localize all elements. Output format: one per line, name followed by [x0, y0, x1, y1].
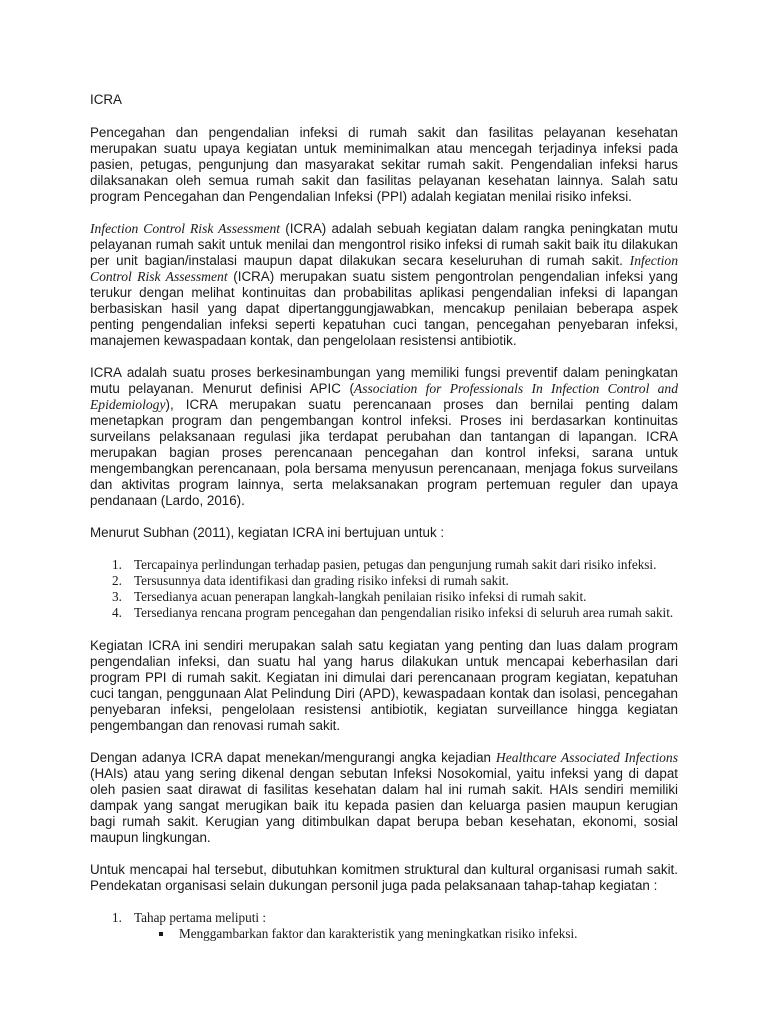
paragraph-text: ICRA adalah suatu proses berkesinambungan yang memiliki fungsi preventif dalam peningkatan mutu pelayanan. Menurut definisi APIC (	[90, 365, 678, 396]
paragraph-text: (ICRA) adalah sebuah kegiatan dalam rangka peningkatan mutu pelayanan rumah sakit untuk menilai dan mengontrol risiko infeksi di rumah sakit baik itu dilakukan per unit bagian/instalasi maupun dapat dilakukan secara keseluruhan di rumah sakit.	[90, 221, 678, 268]
term-apic: Association for Professionals In Infection Control and Epidemiology	[90, 381, 679, 412]
list-number: 1.	[112, 557, 122, 572]
term-hais: Healthcare Associated Infections	[495, 750, 678, 765]
list-item-text: Tersedianya rencana program pencegahan dan pengendalian risiko infeksi di seluruh area rumah sakit.	[134, 605, 674, 620]
program-paragraph: Kegiatan ICRA ini sendiri merupakan salah satu kegiatan yang penting dan luas dalam program pengendalian infeksi, dan suatu hal yang harus dilakukan untuk mencapai keberhasilan dari program PPI di rumah sakit. Kegiatan ini dimulai dari perencanaan program kegiatan, kepatuhan cuci tangan, penggunaan Alat Pelindung Diri (APD), kewaspadaan kontak dan isolasi, pencegahan penyebaran infeksi, pengelolaan resistensi antibiotik, kegiatan surveillance hingga kegiatan pengembangan dan renovasi rumah sakit.	[90, 638, 678, 733]
intro-paragraph: Pencegahan dan pengendalian infeksi di rumah sakit dan fasilitas pelayanan kesehatan merupakan suatu upaya kegiatan untuk meminimalkan atau mencegah terjadinya infeksi pada pasien, petugas, pengunjung dan masyarakat sekitar rumah sakit. Pengendalian infeksi harus dilaksanakan oleh semua rumah sakit dan fasilitas pelayanan kesehatan lainnya. Salah satu program Pencegahan dan Pengendalian Infeksi (PPI) adalah kegiatan menilai risiko infeksi.	[90, 125, 678, 204]
square-bullet-icon	[159, 932, 163, 936]
steps-list	[90, 910, 678, 942]
sub-list	[134, 926, 678, 942]
list-item-text: Tersedianya acuan penerapan langkah-langkah penilaian risiko infeksi di rumah sakit.	[134, 589, 587, 604]
goals-intro-paragraph: Menurut Subhan (2011), kegiatan ICRA ini bertujuan untuk :	[90, 525, 445, 540]
paragraph-text: ), ICRA merupakan suatu perencanaan proses dan bernilai penting dalam menetapkan program dan pengembangan kontrol infeksi. Proses ini berdasarkan kontinuitas surveilans pelaksanaan regulasi jika terdapat perubahan dan tantangan di lapangan. ICRA merupakan bagian proses perencanaan pencegahan dan kontrol infeksi, sarana untuk mengembangkan perencanaan, pola bersama menyusun perencanaan, menjaga fokus surveilans dan aktivitas program lainnya, serta melaksanakan program pertemuan reguler dan upaya pendanaan (Lardo, 2016).	[90, 397, 678, 508]
list-number: 4.	[112, 605, 122, 620]
approach-paragraph: Untuk mencapai hal tersebut, dibutuhkan komitmen struktural dan kultural organisasi rumah sakit. Pendekatan organisasi selain dukungan personil juga pada pelaksanaan tahap-tahap kegiatan :	[90, 862, 678, 893]
list-item-text: Tahap pertama meliputi :	[134, 910, 267, 925]
list-item	[90, 557, 678, 573]
icra-definition-paragraph	[90, 221, 678, 349]
term-icra: Infection Control Risk Assessment	[90, 253, 678, 284]
goals-list	[90, 557, 678, 621]
paragraph-text: Dengan adanya ICRA dapat menekan/mengurangi angka kejadian	[90, 750, 496, 765]
list-item-text: Tercapainya perlindungan terhadap pasien, petugas dan pengunjung rumah sakit dari risiko infeksi.	[134, 557, 657, 572]
document-page	[90, 92, 678, 942]
list-item	[90, 589, 678, 605]
sub-list-item-text: Menggambarkan faktor dan karakteristik yang meningkatkan risiko infeksi.	[179, 926, 578, 941]
list-item	[90, 573, 678, 589]
list-item	[90, 910, 678, 942]
list-item-text: Tersusunnya data identifikasi dan grading risiko infeksi di rumah sakit.	[134, 573, 509, 588]
list-number: 1.	[112, 910, 122, 925]
paragraph-text: (HAIs) atau yang sering dikenal dengan sebutan Infeksi Nosokomial, yaitu infeksi yang di dapat oleh pasien saat dirawat di fasilitas kesehatan dalam hal ini rumah sakit. HAIs sendiri memiliki dampak yang sangat merugikan baik itu kepada pasien dan keluarga pasien maupun kerugian bagi rumah sakit. Kerugian yang ditimbulkan dapat berupa beban kesehatan, ekonomi, sosial maupun lingkungan.	[90, 766, 678, 845]
hais-paragraph	[90, 750, 678, 846]
sub-list-item	[134, 926, 678, 942]
list-number: 2.	[112, 573, 122, 588]
apic-paragraph	[90, 365, 678, 509]
list-item	[90, 605, 678, 621]
document-title: ICRA	[90, 92, 122, 107]
paragraph-text: (ICRA) merupakan suatu sistem pengontrolan pengendalian infeksi yang terukur dengan melihat kontinuitas dan probabilitas aplikasi pengendalian infeksi di lapangan berbasiskan hasil yang dapat dipertanggungjawabkan, mencakup penilaian beberapa aspek penting pengendalian infeksi seperti kepatuhan cuci tangan, pencegahan penyebaran infeksi, manajemen kewaspadaan kontak, dan pengelolaan resistensi antibiotik.	[90, 269, 678, 348]
list-number: 3.	[112, 589, 122, 604]
term-icra: Infection Control Risk Assessment	[90, 221, 281, 236]
